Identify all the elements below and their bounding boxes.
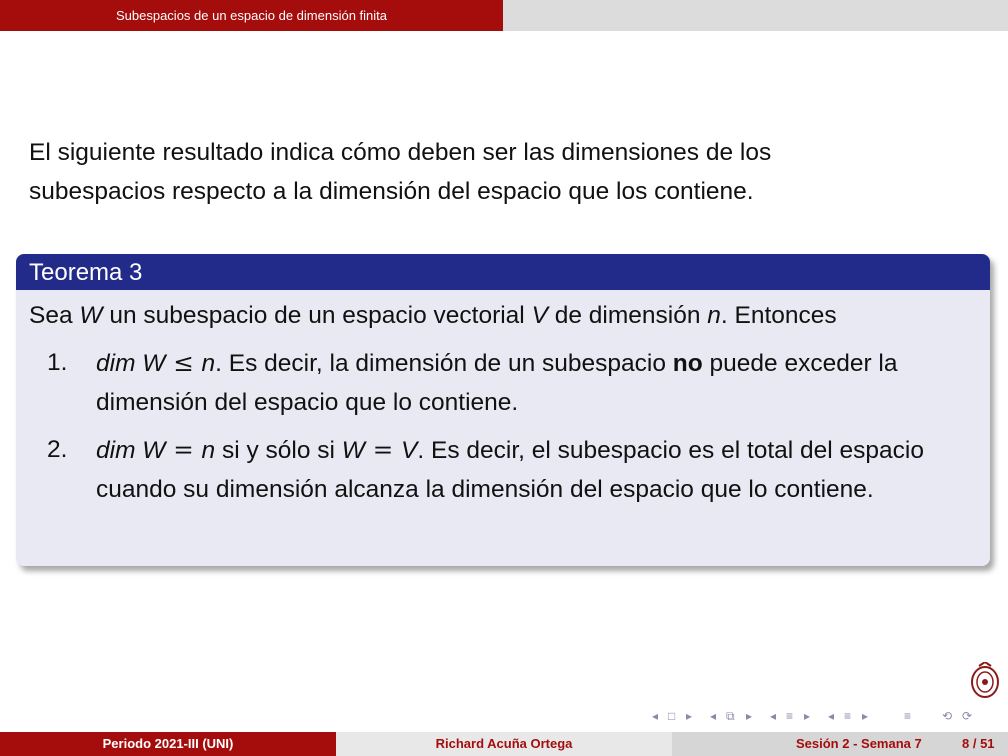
intro-line-1: El siguiente resultado indica cómo deben ser las dimensiones de los <box>29 139 772 166</box>
intro-line-2: subespacios respecto a la dimensión del espacio que los contiene. <box>29 178 754 205</box>
stmt-var-w: W <box>79 302 103 329</box>
footer-author: Richard Acuña Ortega <box>336 732 672 756</box>
math-var-n: n <box>201 350 216 377</box>
nav-next-frame-icon[interactable]: ▸ <box>686 709 693 723</box>
math-operator: = <box>165 435 202 464</box>
nav-prev-subsection-icon[interactable]: ◂ <box>710 709 717 723</box>
math-dim-w: dim W <box>96 437 166 464</box>
footer-page-number: 8 / 51 <box>962 736 995 751</box>
footer-session: Sesión 2 - Semana 7 <box>796 736 922 751</box>
nav-prev-section-icon[interactable]: ◂ <box>770 709 777 723</box>
nav-subsection-icon[interactable]: ⧉ <box>726 709 735 723</box>
item-text: . Es decir, la dimensión de un subespacio <box>215 350 673 377</box>
theorem-item-1 <box>29 343 977 422</box>
theorem-title: Teorema 3 <box>16 254 990 290</box>
math-dim-w: dim W <box>96 350 166 377</box>
intro-paragraph <box>29 133 979 211</box>
item-number: 2. <box>47 436 68 463</box>
math-var-w: W <box>341 437 365 464</box>
nav-next-subsection-icon[interactable]: ▸ <box>746 709 753 723</box>
stmt-text: Sea <box>29 302 80 329</box>
nav-next-document-icon[interactable]: ▸ <box>862 709 869 723</box>
item-number: 1. <box>47 349 68 376</box>
nav-frame-icon[interactable]: □ <box>668 709 676 723</box>
item-text: . Es decir, el subespacio es el total del espacio cuando su dimensión alcanza la dimensión del espacio que lo contiene. <box>96 437 925 503</box>
math-var-n: n <box>201 437 216 464</box>
theorem-statement <box>29 296 977 335</box>
nav-prev-document-icon[interactable]: ◂ <box>828 709 835 723</box>
math-operator: ≤ <box>165 348 202 377</box>
item-text: si y sólo si <box>215 437 342 464</box>
footer-session-area <box>672 732 1008 756</box>
university-logo-icon <box>970 662 1000 700</box>
stmt-text: . Entonces <box>720 302 837 329</box>
math-operator: = <box>364 435 402 464</box>
theorem-block <box>16 254 990 566</box>
stmt-var-v: V <box>531 302 548 329</box>
footer-period: Periodo 2021-III (UNI) <box>0 732 336 756</box>
item-bold-text: no <box>672 350 703 377</box>
nav-forward-icon[interactable]: ⟳ <box>962 709 973 723</box>
stmt-text: de dimensión <box>547 302 708 329</box>
footer-bar <box>0 732 1008 756</box>
stmt-text: un subespacio de un espacio vectorial <box>102 302 532 329</box>
nav-document-icon[interactable]: ≡ <box>844 709 852 723</box>
theorem-body <box>16 290 990 509</box>
stmt-var-n: n <box>707 302 721 329</box>
top-navigation-bar <box>0 0 1008 31</box>
section-title[interactable]: Subespacios de un espacio de dimensión finita <box>0 0 503 31</box>
nav-prev-frame-icon[interactable]: ◂ <box>652 709 659 723</box>
nav-toc-icon[interactable]: ≡ <box>904 709 912 723</box>
nav-back-icon[interactable]: ⟲ <box>942 709 953 723</box>
item-text: puede exceder la dimensión del espacio que lo contiene. <box>96 350 898 416</box>
nav-next-section-icon[interactable]: ▸ <box>804 709 811 723</box>
nav-section-icon[interactable]: ≡ <box>786 709 794 723</box>
math-var-v: V <box>401 437 418 464</box>
theorem-item-2 <box>29 430 977 509</box>
beamer-navigation-controls <box>652 705 1002 727</box>
